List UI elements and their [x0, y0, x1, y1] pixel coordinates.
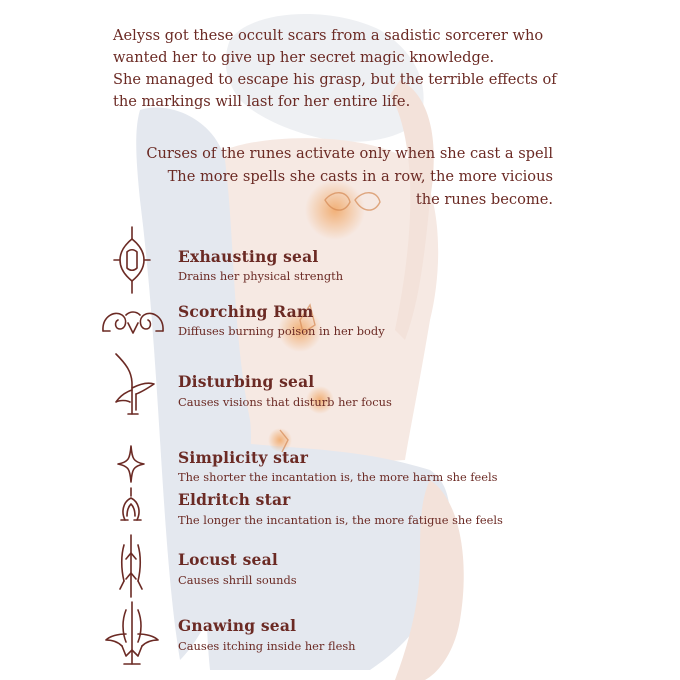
rune-name: Exhausting seal [178, 247, 319, 266]
rune-name: Eldritch star [178, 490, 291, 509]
rune-name: Simplicity star [178, 448, 309, 467]
rune-name: Disturbing seal [178, 372, 315, 391]
curses-text [100, 142, 553, 211]
rune-name: Locust seal [178, 550, 278, 569]
rune-desc: Drains her physical strength [178, 269, 344, 283]
curses-line: the runes become. [415, 191, 553, 208]
intro-text [113, 25, 583, 113]
curses-line: Curses of the runes activate only when she cast a spell [146, 145, 553, 162]
locust-seal-icon [116, 533, 146, 599]
rune-desc: Diffuses burning poison in her body [178, 324, 385, 338]
disturbing-seal-icon [110, 350, 156, 418]
rune-name: Scorching Ram [178, 302, 314, 321]
intro-line: She managed to escape his grasp, but the terrible effects of [113, 71, 557, 88]
rune-desc: Causes itching inside her flesh [178, 639, 356, 653]
curses-line: The more spells she casts in a row, the more vicious [167, 168, 553, 185]
rune-desc: The shorter the incantation is, the more harm she feels [178, 470, 498, 484]
exhausting-seal-icon [112, 225, 152, 295]
eldritch-star-icon [117, 486, 145, 526]
intro-line: wanted her to give up her secret magic knowledge. [113, 49, 495, 66]
scorching-ram-icon [100, 305, 166, 341]
simplicity-star-icon [116, 444, 146, 484]
gnawing-seal-icon [104, 600, 160, 666]
rune-desc: Causes visions that disturb her focus [178, 395, 392, 409]
rune-name: Gnawing seal [178, 616, 297, 635]
intro-line: the markings will last for her entire life. [113, 93, 411, 110]
rune-desc: The longer the incantation is, the more fatigue she feels [178, 513, 503, 527]
rune-desc: Causes shrill sounds [178, 573, 297, 587]
intro-line: Aelyss got these occult scars from a sadistic sorcerer who [113, 27, 544, 44]
